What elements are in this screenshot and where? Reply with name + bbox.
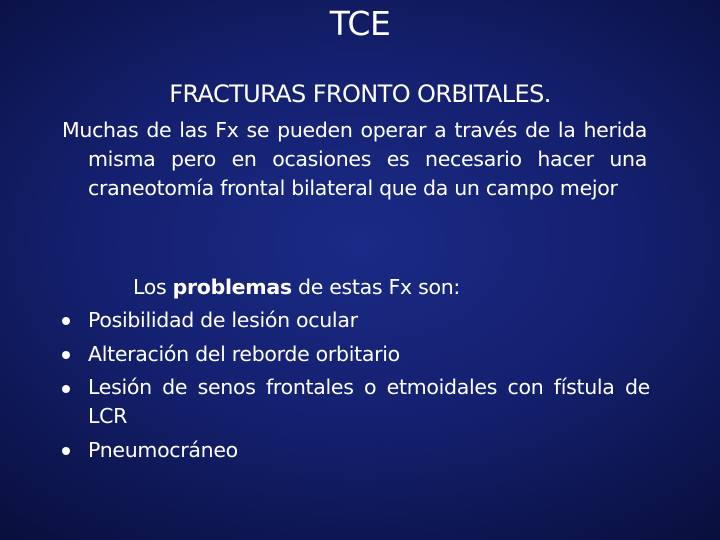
problems-list xyxy=(62,305,650,469)
slide-subtitle: FRACTURAS FRONTO ORBITALES. xyxy=(169,80,551,108)
list-item xyxy=(62,305,650,335)
list-item xyxy=(62,435,650,465)
problems-heading xyxy=(133,272,460,302)
bullet-icon xyxy=(62,385,70,393)
intro-paragraph: Muchas de las Fx se pueden operar a través de la herida misma pero en ocasiones es necesario hacer una craneotomía frontal bilateral que da un campo mejor xyxy=(62,118,647,200)
list-item-text: Lesión de senos frontales o etmoidales con fístula de LCR xyxy=(88,375,650,428)
list-item xyxy=(62,339,650,369)
list-item-text: Alteración del reborde orbitario xyxy=(88,342,400,366)
list-item-text: Posibilidad de lesión ocular xyxy=(88,308,358,332)
problems-prefix: Los xyxy=(133,275,173,299)
bullet-icon xyxy=(62,447,70,455)
problems-suffix: de estas Fx son: xyxy=(291,275,460,299)
list-item-text: Pneumocráneo xyxy=(88,438,238,462)
bullet-icon xyxy=(62,351,70,359)
list-item xyxy=(62,373,650,431)
bullet-icon xyxy=(62,317,70,325)
problems-bold: problemas xyxy=(172,275,292,299)
slide-title: TCE xyxy=(329,4,391,43)
